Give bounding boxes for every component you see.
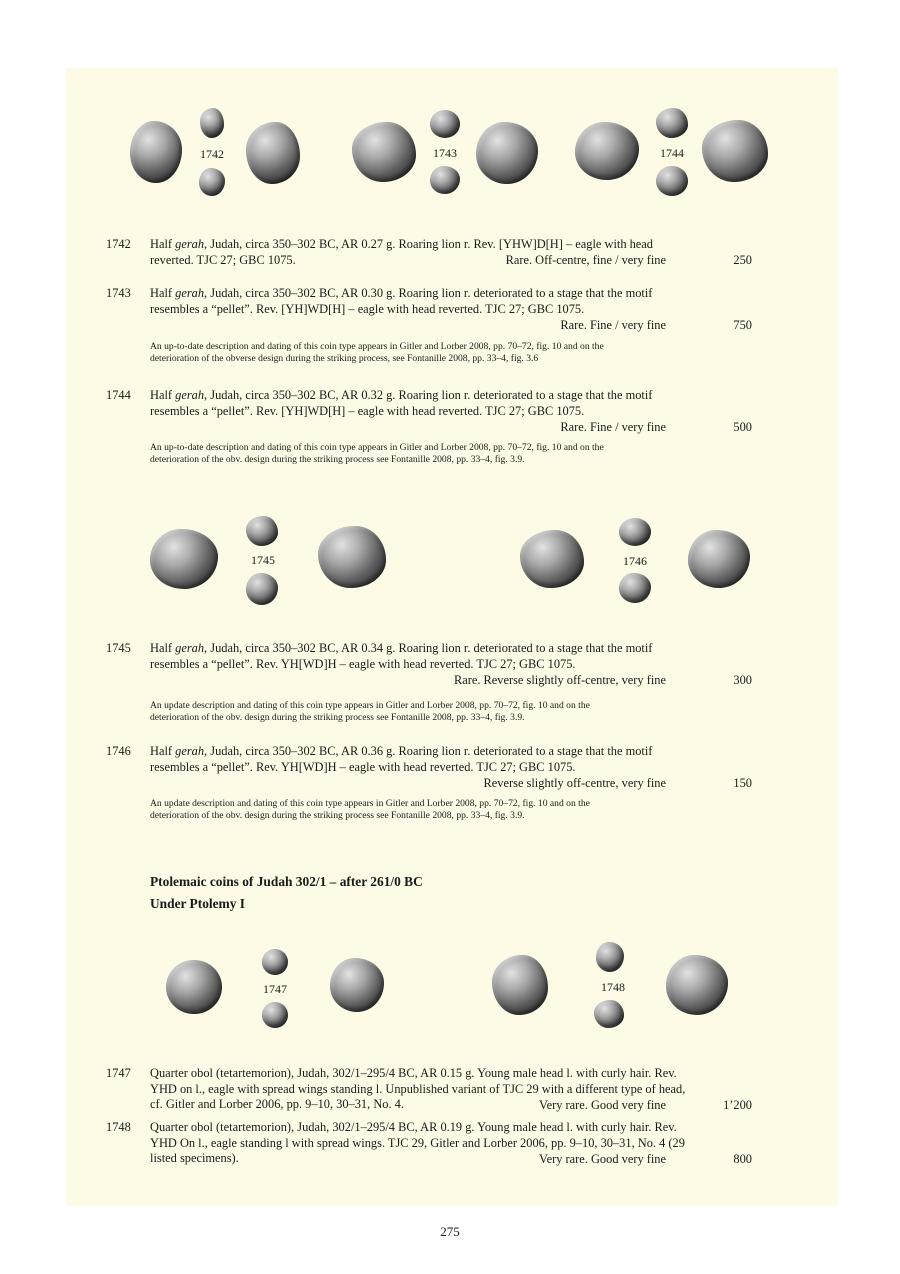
coin-1743-obverse-image [352, 122, 416, 182]
lot-description [150, 641, 752, 672]
coin-1748-obverse-image [492, 955, 548, 1015]
description-line: listed specimens). [150, 1151, 239, 1166]
coin-label-1748: 1748 [601, 980, 625, 994]
note-line: deterioration of the obv. design during the striking process see Fontanille 2008, pp. 33–4, fig. 3.9. [150, 454, 525, 466]
lot-entry-1747 [106, 1066, 752, 1114]
coin-label-1746: 1746 [623, 554, 647, 568]
grade-and-price [539, 1098, 752, 1114]
price: 250 [733, 252, 752, 267]
description-line: cf. Gitler and Lorber 2006, pp. 9–10, 30–31, No. 4. [150, 1097, 404, 1112]
description-line: resembles a “pellet”. Rev. YH[WD]H – eagle with head reverted. TJC 27; GBC 1075. [150, 759, 576, 774]
lot-number: 1742 [106, 237, 131, 251]
note-line: An update description and dating of this coin type appears in Gitler and Lorber 2008, pp. 70–72, fig. 10 and on the [150, 798, 590, 809]
subsection-heading: Under Ptolemy I [150, 896, 245, 911]
grade-and-price [560, 318, 752, 334]
coin-1747-obverse-small-image [262, 949, 288, 975]
coin-1748-reverse-small-image [594, 1000, 624, 1028]
grade: Very rare. Good very fine [539, 1151, 666, 1166]
price: 800 [733, 1151, 752, 1166]
coin-1746-obverse-small-image [619, 518, 651, 546]
lot-entry-1742 [106, 237, 752, 269]
coin-1744-reverse-image [702, 120, 768, 182]
description-line: Half gerah, Judah, circa 350–302 BC, AR 0.36 g. Roaring lion r. deteriorated to a stage that the motif [150, 744, 653, 758]
coin-1744-obverse-small-image [656, 108, 688, 138]
grade: Rare. Fine / very fine [560, 419, 666, 434]
lot-entry-1744 [106, 388, 752, 436]
coin-label-1745: 1745 [251, 553, 275, 567]
lot-description [150, 744, 752, 775]
description-line: Quarter obol (tetartemorion), Judah, 302/1–295/4 BC, AR 0.15 g. Young male head l. with curly hair. Rev. [150, 1066, 677, 1080]
description-line: resembles a “pellet”. Rev. [YH]WD[H] – eagle with head reverted. TJC 27; GBC 1075. [150, 301, 585, 316]
note-line: deterioration of the obv. design during the striking process see Fontanille 2008, pp. 33–4, fig. 3.9. [150, 712, 525, 724]
lot-number: 1746 [106, 744, 131, 758]
lot-entry-1746 [106, 744, 752, 792]
lot-note-1744 [150, 442, 752, 467]
grade: Very rare. Good very fine [539, 1097, 666, 1112]
lot-description [150, 388, 752, 419]
price: 1’200 [723, 1097, 752, 1112]
price: 300 [733, 672, 752, 687]
coin-1745-obverse-small-image [246, 516, 278, 546]
lot-note-1745 [150, 700, 752, 725]
lot-entry-1748 [106, 1120, 752, 1168]
grade: Reverse slightly off-centre, very fine [483, 775, 666, 790]
lot-note-1743 [150, 341, 752, 366]
lot-number: 1747 [106, 1066, 131, 1080]
grade-and-price [539, 1152, 752, 1168]
description-line: YHD on l., eagle with spread wings standing l. Unpublished variant of TJC 29 with a different type of head, [150, 1081, 686, 1096]
note-line: An up-to-date description and dating of this coin type appears in Gitler and Lorber 2008, pp. 70–72, fig. 10 and on the [150, 442, 604, 453]
coin-label-1744: 1744 [660, 146, 684, 160]
price: 500 [733, 419, 752, 434]
price: 750 [733, 317, 752, 332]
description-line: Half gerah, Judah, circa 350–302 BC, AR 0.27 g. Roaring lion r. Rev. [YHW]D[H] – eagle with head [150, 237, 654, 251]
coin-1747-obverse-image [166, 960, 222, 1014]
description-line: Quarter obol (tetartemorion), Judah, 302/1–295/4 BC, AR 0.19 g. Young male head l. with curly hair. Rev. [150, 1120, 677, 1134]
lot-number: 1744 [106, 388, 131, 402]
coin-1742-obverse-small-image [200, 108, 224, 138]
grade-and-price [560, 420, 752, 436]
description-line: resembles a “pellet”. Rev. YH[WD]H – eagle with head reverted. TJC 27; GBC 1075. [150, 656, 576, 671]
coin-1744-reverse-small-image [656, 166, 688, 196]
lot-entry-1743 [106, 286, 752, 334]
grade-and-price [506, 253, 752, 269]
grade: Rare. Reverse slightly off-centre, very fine [453, 672, 666, 687]
grade-and-price [454, 673, 752, 689]
coin-1747-reverse-small-image [262, 1002, 288, 1028]
grade: Rare. Off-centre, fine / very fine [505, 252, 666, 267]
page-number: 275 [440, 1224, 460, 1239]
grade-and-price [484, 776, 752, 792]
description-line: reverted. TJC 27; GBC 1075. [150, 252, 296, 267]
coin-label-1747: 1747 [263, 982, 287, 996]
note-line: An up-to-date description and dating of this coin type appears in Gitler and Lorber 2008, pp. 70–72, fig. 10 and on the [150, 341, 604, 352]
lot-number: 1748 [106, 1120, 131, 1134]
note-line: An update description and dating of this coin type appears in Gitler and Lorber 2008, pp. 70–72, fig. 10 and on the [150, 700, 590, 711]
coin-1745-reverse-image [318, 526, 386, 588]
coin-1743-obverse-small-image [430, 110, 460, 138]
lot-note-1746 [150, 798, 752, 823]
description-line: Half gerah, Judah, circa 350–302 BC, AR 0.34 g. Roaring lion r. deteriorated to a stage that the motif [150, 641, 653, 655]
coin-label-1743: 1743 [433, 146, 457, 160]
section-heading: Ptolemaic coins of Judah 302/1 – after 261/0 BC [150, 874, 423, 889]
grade: Rare. Fine / very fine [560, 317, 666, 332]
lot-number: 1743 [106, 286, 131, 300]
lot-description [150, 286, 752, 317]
coin-1742-reverse-image [246, 122, 300, 184]
description-line: Half gerah, Judah, circa 350–302 BC, AR 0.32 g. Roaring lion r. deteriorated to a stage that the motif [150, 388, 653, 402]
description-line: YHD On l., eagle standing l with spread wings. TJC 29, Gitler and Lorber 2006, pp. 9–10, 30–31, No. 4 (29 [150, 1135, 685, 1150]
lot-entry-1745 [106, 641, 752, 689]
description-line: resembles a “pellet”. Rev. [YH]WD[H] – eagle with head reverted. TJC 27; GBC 1075. [150, 403, 585, 418]
note-line: deterioration of the obverse design during the striking process, see Fontanille 2008, pp. 33–4, fig. 3.6 [150, 353, 539, 365]
price: 150 [733, 775, 752, 790]
coin-label-1742: 1742 [200, 147, 224, 161]
lot-number: 1745 [106, 641, 131, 655]
coin-1746-obverse-image [520, 530, 584, 588]
description-line: Half gerah, Judah, circa 350–302 BC, AR 0.30 g. Roaring lion r. deteriorated to a stage that the motif [150, 286, 653, 300]
note-line: deterioration of the obv. design during the striking process see Fontanille 2008, pp. 33–4, fig. 3.9. [150, 810, 525, 822]
